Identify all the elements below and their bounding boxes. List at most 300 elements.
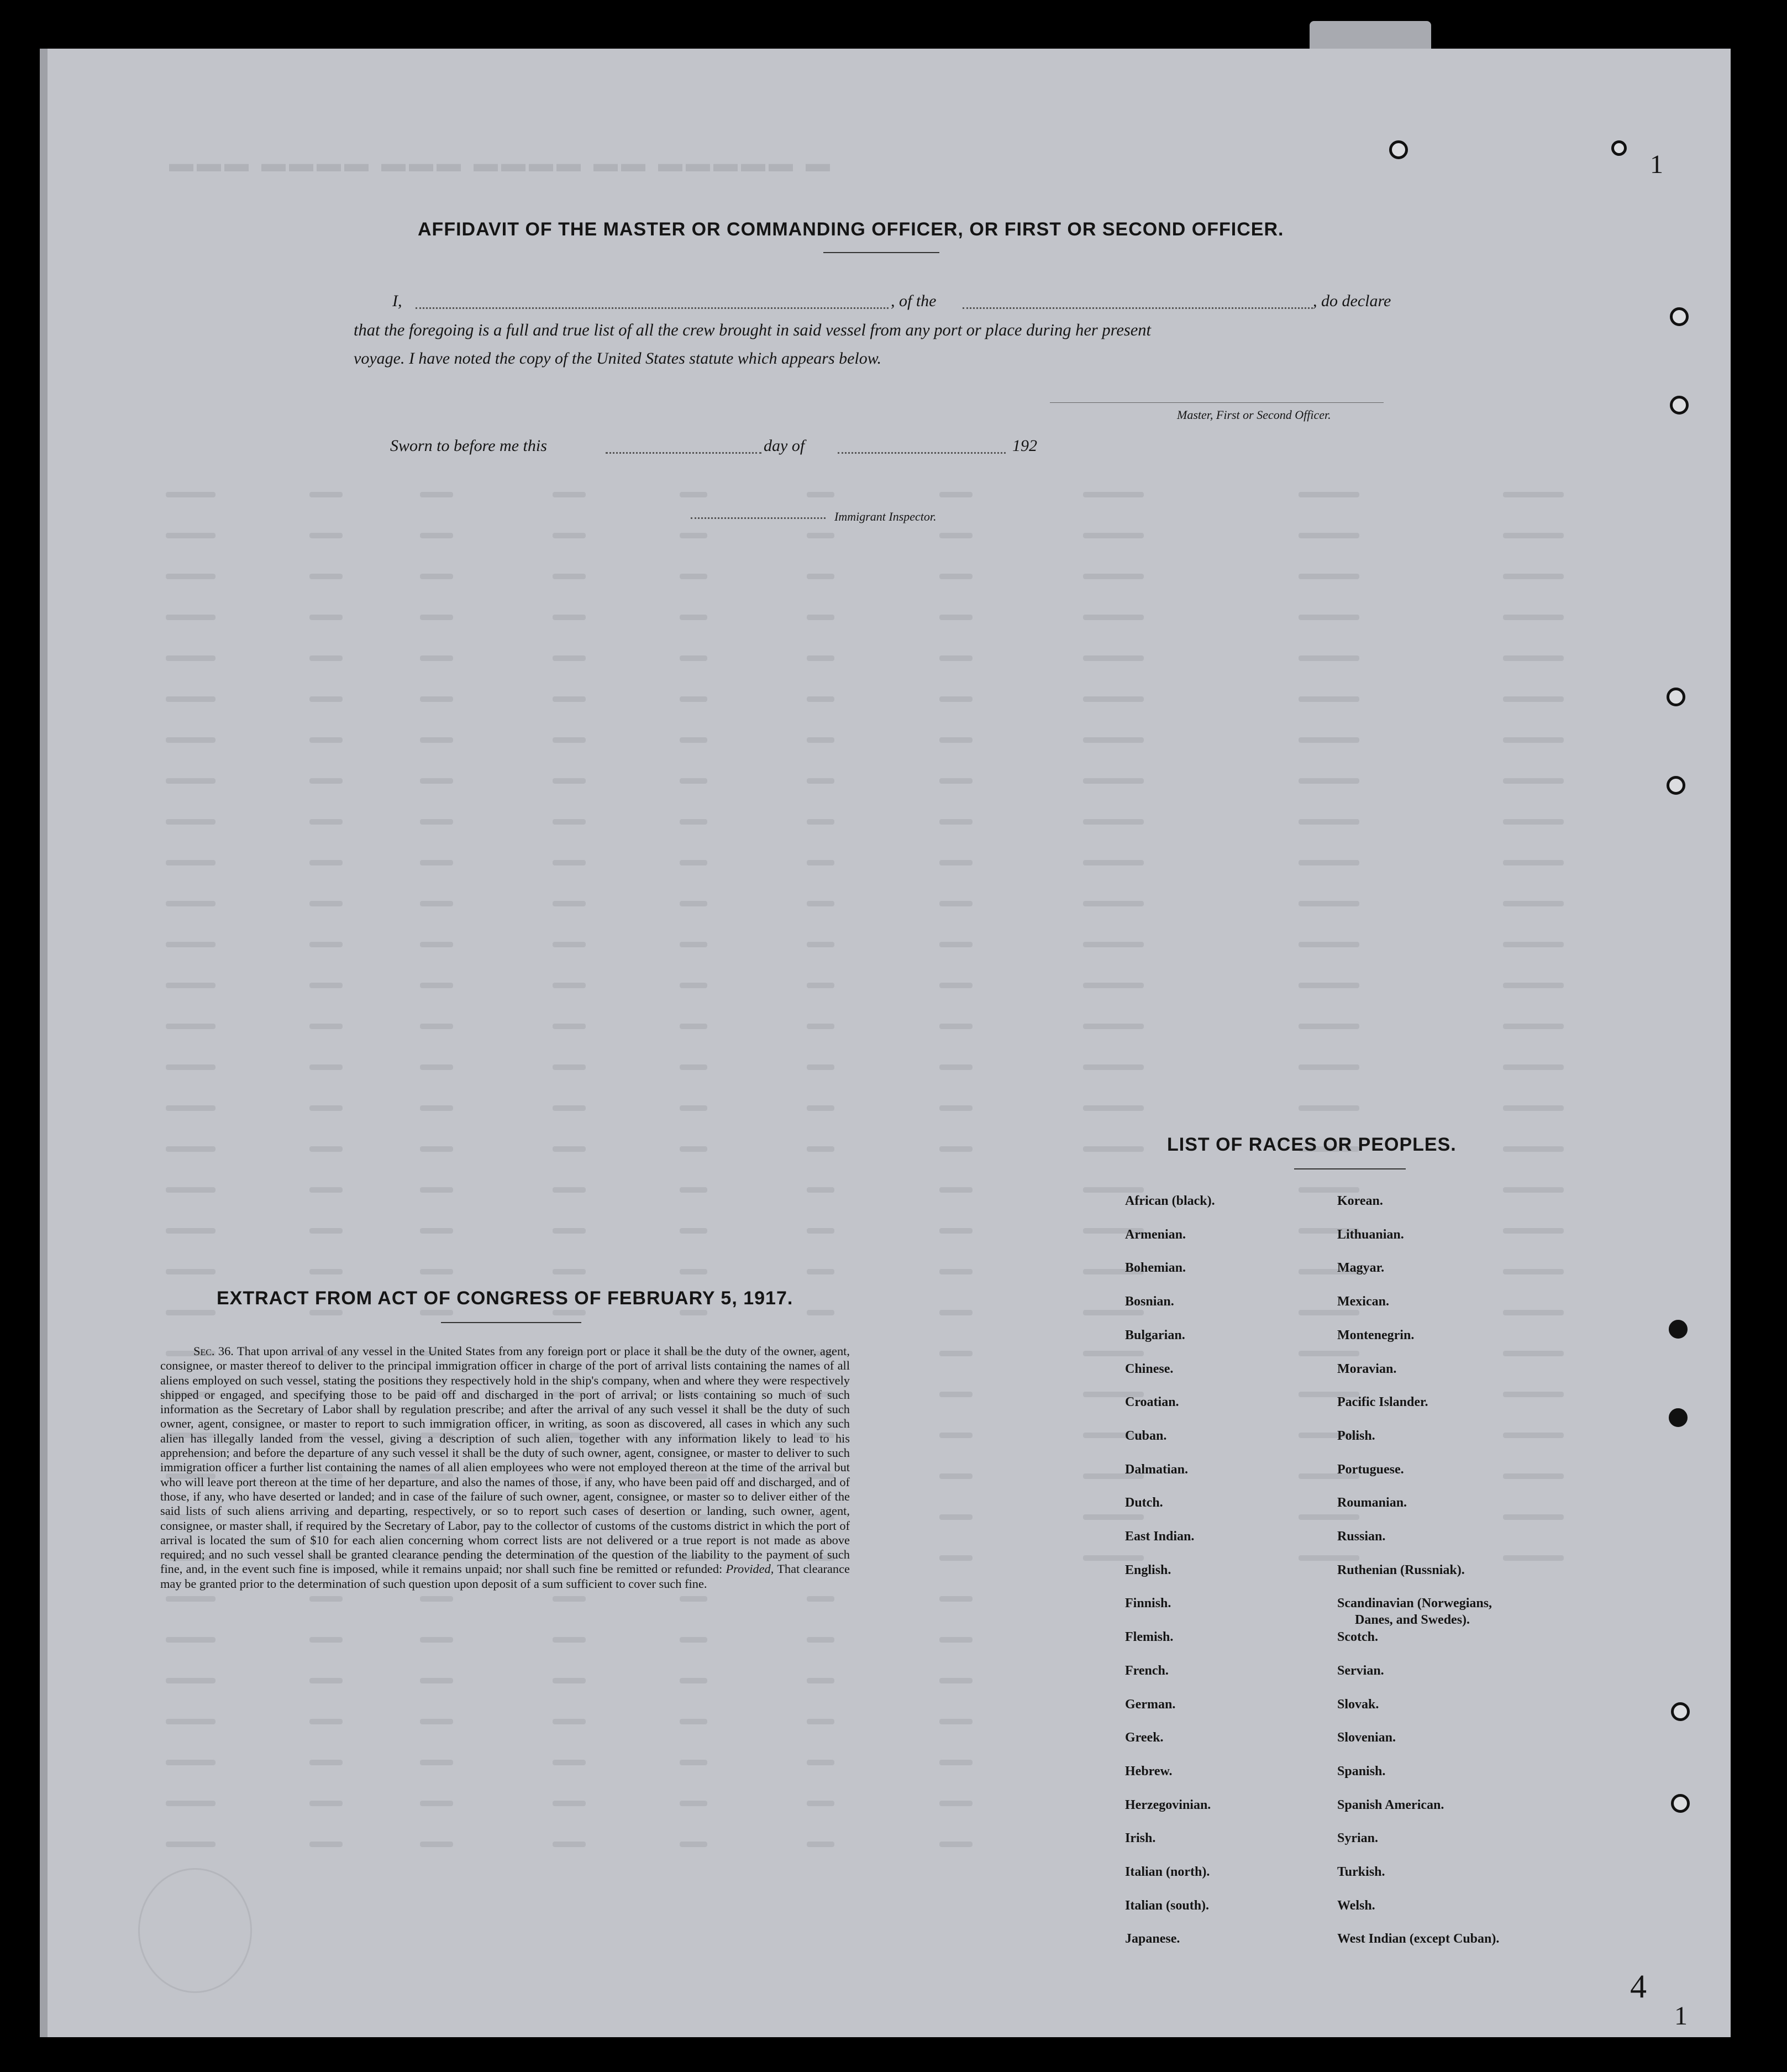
bleed-through-mark — [807, 1064, 834, 1070]
bleed-through-mark — [807, 1760, 834, 1765]
bleed-through-mark — [309, 1678, 343, 1683]
bleed-through-mark — [309, 819, 343, 825]
race-item: West Indian (except Cuban). — [1337, 1932, 1500, 1947]
race-item: Magyar. — [1337, 1261, 1385, 1276]
extract-rule — [441, 1322, 581, 1323]
bleed-through-mark — [553, 1064, 586, 1070]
race-item: Greek. — [1125, 1730, 1164, 1745]
bleed-through-mark — [939, 819, 973, 825]
bleed-through-mark — [1503, 778, 1564, 784]
bleed-through-mark — [1083, 1024, 1144, 1029]
bleed-through-mark — [420, 819, 453, 825]
bleed-through-mark — [166, 533, 216, 538]
bleed-through-mark — [309, 1760, 343, 1765]
bleed-through-mark — [309, 615, 343, 620]
bleed-through-mark — [939, 1146, 973, 1152]
race-item: Dutch. — [1125, 1496, 1163, 1510]
extract-title: EXTRACT FROM ACT OF CONGRESS OF FEBRUARY 5, 1917. — [217, 1288, 793, 1309]
bleed-through-mark — [807, 860, 834, 865]
bleed-through-mark — [553, 1228, 586, 1234]
race-item: Turkish. — [1337, 1865, 1385, 1879]
inspector-signature-line[interactable] — [691, 517, 826, 519]
binder-hole — [1670, 396, 1689, 415]
bleed-through-mark — [553, 655, 586, 661]
inspector-signature-label: Immigrant Inspector. — [834, 510, 937, 523]
bleed-through-mark — [1083, 860, 1144, 865]
bleed-through-mark — [807, 1801, 834, 1806]
bleed-through-mark — [553, 615, 586, 620]
bleed-through-mark — [1299, 533, 1359, 538]
bleed-through-mark — [680, 901, 707, 906]
race-item: Croatian. — [1125, 1395, 1179, 1410]
bleed-through-mark — [420, 696, 453, 702]
bleed-through-mark — [1503, 737, 1564, 743]
bleed-through-mark — [1299, 983, 1359, 988]
bleed-through-mark — [1083, 655, 1144, 661]
bleed-through-mark — [1299, 1351, 1359, 1356]
bleed-through-mark — [680, 1269, 707, 1274]
race-item: Ruthenian (Russniak). — [1337, 1562, 1465, 1577]
race-item: Dalmatian. — [1125, 1462, 1188, 1477]
bleed-through-mark — [807, 655, 834, 661]
bleed-through-mark — [939, 1392, 973, 1397]
bleed-through-mark — [1083, 1310, 1144, 1315]
bleed-through-mark — [939, 492, 973, 497]
bleed-through-mark — [1503, 1228, 1564, 1234]
bleed-through-mark — [680, 696, 707, 702]
race-item: Spanish American. — [1337, 1797, 1444, 1812]
bleed-through-mark — [309, 1842, 343, 1847]
bleed-through-mark — [553, 860, 586, 865]
bleed-through-mark — [1503, 819, 1564, 825]
bleed-through-mark — [1503, 1187, 1564, 1193]
bleed-through-mark — [553, 574, 586, 579]
bleed-through-mark — [1503, 1433, 1564, 1438]
race-item: Polish. — [1337, 1428, 1375, 1443]
bleed-through-mark — [553, 1801, 586, 1806]
bleed-through-mark — [309, 901, 343, 906]
binder-hole — [1389, 140, 1408, 159]
bleed-through-mark — [166, 1678, 216, 1683]
bleed-through-mark — [309, 1269, 343, 1274]
bleed-through-mark — [1299, 615, 1359, 620]
race-item: Italian (north). — [1125, 1865, 1210, 1879]
bleed-through-mark — [420, 942, 453, 947]
bleed-through-mark — [680, 737, 707, 743]
bleed-through-mark — [309, 574, 343, 579]
bleed-through-mark — [939, 1514, 973, 1520]
race-item: Portuguese. — [1337, 1462, 1404, 1477]
bleed-through-mark — [309, 1801, 343, 1806]
bleed-through-mark — [939, 655, 973, 661]
bleed-through-mark — [553, 1637, 586, 1643]
bleed-through-mark — [1083, 492, 1144, 497]
bleed-through-mark — [1503, 533, 1564, 538]
bleed-through-mark — [680, 1760, 707, 1765]
bleed-through-mark — [939, 860, 973, 865]
bleed-through-mark — [166, 1024, 216, 1029]
bleed-through-mark — [1083, 942, 1144, 947]
bleed-through-mark — [939, 983, 973, 988]
bleed-through-mark — [807, 574, 834, 579]
bleed-through-mark — [1503, 1064, 1564, 1070]
bleed-through-mark — [309, 1064, 343, 1070]
bleed-through-mark — [1083, 533, 1144, 538]
race-item: Slovenian. — [1337, 1730, 1396, 1745]
bleed-through-mark — [939, 1555, 973, 1561]
bleed-through-mark — [1299, 1064, 1359, 1070]
bleed-through-mark — [420, 615, 453, 620]
bleed-through-mark — [680, 492, 707, 497]
bleed-through-mark — [1503, 492, 1564, 497]
bleed-through-mark — [680, 1842, 707, 1847]
bleed-through-mark — [680, 574, 707, 579]
bleed-through-mark — [420, 1187, 453, 1193]
bleed-through-mark — [680, 1064, 707, 1070]
bleed-through-mark — [807, 1719, 834, 1724]
sworn-day-blank[interactable] — [606, 452, 761, 454]
bleed-through-mark — [807, 533, 834, 538]
bleed-through-mark — [553, 1719, 586, 1724]
margin-mark: 1 — [1650, 150, 1663, 179]
bleed-through-mark — [420, 778, 453, 784]
race-item: Syrian. — [1337, 1831, 1379, 1846]
race-item: German. — [1125, 1697, 1176, 1712]
bleed-through-mark — [553, 819, 586, 825]
bleed-through-mark — [166, 696, 216, 702]
bleed-through-mark — [807, 901, 834, 906]
section-number: Sec. 36. — [193, 1344, 234, 1358]
race-item: Spanish. — [1337, 1764, 1386, 1779]
bleed-through-mark — [1503, 696, 1564, 702]
bleed-through-mark — [680, 1637, 707, 1643]
bleed-through-heading: ▬ ▬▬▬▬▬ ▬▬ ▬▬▬▬ ▬▬▬ ▬▬▬▬ ▬▬▬ — [166, 150, 830, 177]
race-item: Herzegovinian. — [1125, 1797, 1211, 1812]
bleed-through-mark — [807, 1187, 834, 1193]
bleed-through-mark — [166, 1596, 216, 1602]
race-item: Roumanian. — [1337, 1496, 1407, 1510]
bleed-through-mark — [939, 1719, 973, 1724]
bleed-through-mark — [166, 1719, 216, 1724]
race-item: Welsh. — [1337, 1898, 1375, 1913]
bleed-through-mark — [1503, 1024, 1564, 1029]
bleed-through-mark — [939, 737, 973, 743]
race-item: Russian. — [1337, 1529, 1386, 1544]
bleed-through-mark — [939, 901, 973, 906]
bleed-through-mark — [553, 737, 586, 743]
bleed-through-mark — [166, 983, 216, 988]
bleed-through-mark — [1083, 615, 1144, 620]
bleed-through-mark — [553, 1842, 586, 1847]
bleed-through-mark — [807, 942, 834, 947]
bleed-through-mark — [1299, 778, 1359, 784]
bleed-through-mark — [309, 1596, 343, 1602]
bleed-through-mark — [807, 1596, 834, 1602]
bleed-through-mark — [309, 860, 343, 865]
bleed-through-mark — [166, 1187, 216, 1193]
bleed-through-mark — [309, 778, 343, 784]
race-item: Bohemian. — [1125, 1261, 1186, 1276]
race-item: French. — [1125, 1663, 1169, 1678]
bleed-through-mark — [939, 1228, 973, 1234]
bleed-through-mark — [680, 1024, 707, 1029]
bleed-through-mark — [680, 942, 707, 947]
bleed-through-mark — [420, 492, 453, 497]
page-edge — [40, 49, 48, 2037]
bleed-through-mark — [166, 860, 216, 865]
bleed-through-mark — [420, 655, 453, 661]
bleed-through-mark — [420, 901, 453, 906]
bleed-through-mark — [166, 492, 216, 497]
bleed-through-mark — [553, 983, 586, 988]
bleed-through-mark — [1083, 737, 1144, 743]
bleed-through-mark — [420, 1801, 453, 1806]
bleed-through-mark — [1503, 983, 1564, 988]
bleed-through-mark — [420, 860, 453, 865]
binder-hole — [1670, 307, 1689, 326]
bleed-through-mark — [1083, 983, 1144, 988]
bleed-through-mark — [420, 1269, 453, 1274]
bleed-through-mark — [1503, 574, 1564, 579]
bleed-through-mark — [680, 655, 707, 661]
bleed-through-mark — [939, 1801, 973, 1806]
bleed-through-mark — [166, 901, 216, 906]
bleed-through-mark — [807, 1310, 834, 1315]
bleed-through-mark — [1503, 655, 1564, 661]
bleed-through-mark — [553, 1105, 586, 1111]
bleed-through-mark — [807, 1105, 834, 1111]
bleed-through-mark — [807, 819, 834, 825]
bleed-through-mark — [807, 778, 834, 784]
faded-stamp — [138, 1868, 252, 1993]
race-item: Cuban. — [1125, 1428, 1167, 1443]
affidavit-of-the: , of the — [891, 292, 937, 310]
bleed-through-mark — [166, 1146, 216, 1152]
bleed-through-mark — [1083, 1514, 1144, 1520]
bleed-through-mark — [1083, 696, 1144, 702]
race-item: English. — [1125, 1562, 1171, 1577]
binder-hole — [1669, 1320, 1688, 1339]
bleed-through-mark — [309, 1105, 343, 1111]
bleed-through-mark — [680, 1187, 707, 1193]
bleed-through-mark — [420, 1064, 453, 1070]
bleed-through-mark — [553, 1760, 586, 1765]
race-item: Korean. — [1337, 1194, 1383, 1208]
bleed-through-mark — [1083, 778, 1144, 784]
bleed-through-mark — [1503, 1105, 1564, 1111]
bleed-through-mark — [939, 1269, 973, 1274]
bleed-through-mark — [553, 942, 586, 947]
binder-hole — [1611, 140, 1627, 156]
race-item: Danes, and Swedes). — [1355, 1613, 1470, 1628]
bleed-through-mark — [420, 1105, 453, 1111]
bleed-through-mark — [309, 533, 343, 538]
race-item: Finnish. — [1125, 1596, 1171, 1611]
binder-hole — [1669, 1408, 1688, 1427]
race-item: Lithuanian. — [1337, 1227, 1404, 1242]
bleed-through-mark — [309, 1719, 343, 1724]
bleed-through-mark — [680, 983, 707, 988]
race-item: Bulgarian. — [1125, 1328, 1185, 1342]
bleed-through-mark — [1503, 1310, 1564, 1315]
bleed-through-mark — [1503, 1555, 1564, 1561]
bleed-through-mark — [1299, 1555, 1359, 1561]
bleed-through-mark — [420, 1760, 453, 1765]
bleed-through-mark — [1299, 1105, 1359, 1111]
bleed-through-mark — [420, 1310, 453, 1315]
affidavit-line-2: that the foregoing is a full and true list of all the crew brought in said vessel from any port or place during her present — [354, 321, 1152, 339]
month-blank[interactable] — [838, 452, 1006, 454]
bleed-through-mark — [1503, 1351, 1564, 1356]
binder-hole — [1671, 1794, 1690, 1813]
document-page — [40, 49, 1731, 2037]
bleed-through-mark — [1299, 737, 1359, 743]
race-item: Hebrew. — [1125, 1764, 1173, 1779]
race-item: Bosnian. — [1125, 1294, 1174, 1309]
race-item: Moravian. — [1337, 1361, 1397, 1376]
bleed-through-mark — [680, 533, 707, 538]
bleed-through-mark — [680, 1146, 707, 1152]
bleed-through-mark — [1299, 1024, 1359, 1029]
bleed-through-mark — [553, 1596, 586, 1602]
bleed-through-mark — [807, 1024, 834, 1029]
name-blank[interactable] — [416, 307, 889, 309]
bleed-through-mark — [807, 983, 834, 988]
race-item: Mexican. — [1337, 1294, 1389, 1309]
bleed-through-mark — [1503, 1269, 1564, 1274]
bleed-through-mark — [939, 1637, 973, 1643]
bleed-through-mark — [1083, 1351, 1144, 1356]
bleed-through-mark — [1503, 1392, 1564, 1397]
bleed-through-mark — [166, 819, 216, 825]
bleed-through-mark — [309, 1146, 343, 1152]
bleed-through-mark — [166, 1310, 216, 1315]
bleed-through-mark — [553, 1269, 586, 1274]
bleed-through-mark — [807, 1146, 834, 1152]
bleed-through-mark — [939, 778, 973, 784]
sworn-label: Sworn to before me this — [390, 437, 547, 455]
bleed-through-mark — [166, 1105, 216, 1111]
bleed-through-mark — [420, 1024, 453, 1029]
bleed-through-mark — [939, 1105, 973, 1111]
bleed-through-mark — [166, 1228, 216, 1234]
bleed-through-mark — [939, 1596, 973, 1602]
affidavit-line-3: voyage. I have noted the copy of the United States statute which appears below. — [354, 349, 882, 368]
day-of-label: day of — [764, 437, 805, 455]
bleed-through-mark — [1503, 1146, 1564, 1152]
bleed-through-mark — [553, 1678, 586, 1683]
bleed-through-mark — [1299, 819, 1359, 825]
bleed-through-mark — [1083, 901, 1144, 906]
bleed-through-mark — [1083, 819, 1144, 825]
bleed-through-mark — [939, 1433, 973, 1438]
bleed-through-mark — [939, 1310, 973, 1315]
bleed-through-mark — [807, 492, 834, 497]
bleed-through-mark — [1299, 1514, 1359, 1520]
bleed-through-mark — [807, 1269, 834, 1274]
race-item: Irish. — [1125, 1831, 1156, 1846]
bleed-through-mark — [166, 1842, 216, 1847]
bleed-through-mark — [1083, 1187, 1144, 1193]
bleed-through-mark — [1299, 574, 1359, 579]
bleed-through-mark — [807, 1228, 834, 1234]
bleed-through-mark — [553, 533, 586, 538]
bleed-through-mark — [166, 737, 216, 743]
bleed-through-mark — [1503, 1514, 1564, 1520]
race-item: Flemish. — [1125, 1630, 1174, 1645]
bleed-through-mark — [1083, 1555, 1144, 1561]
bleed-through-mark — [309, 655, 343, 661]
bleed-through-mark — [420, 1842, 453, 1847]
bleed-through-mark — [166, 778, 216, 784]
margin-mark: 4 — [1630, 1968, 1647, 2005]
bleed-through-mark — [939, 533, 973, 538]
race-item: Chinese. — [1125, 1361, 1174, 1376]
vessel-blank[interactable] — [963, 307, 1313, 309]
bleed-through-mark — [1503, 901, 1564, 906]
bleed-through-mark — [807, 1842, 834, 1847]
bleed-through-mark — [939, 942, 973, 947]
bleed-through-mark — [939, 1473, 973, 1479]
bleed-through-mark — [309, 1637, 343, 1643]
bleed-through-mark — [553, 1024, 586, 1029]
bleed-through-mark — [939, 1678, 973, 1683]
bleed-through-mark — [939, 574, 973, 579]
bleed-through-mark — [939, 1187, 973, 1193]
extract-text-b: That clearance may be granted prior to the determination of such question upon deposit of a sum sufficient to cover such fine. — [160, 1562, 850, 1591]
bleed-through-mark — [166, 1269, 216, 1274]
bleed-through-mark — [166, 574, 216, 579]
bleed-through-mark — [420, 983, 453, 988]
bleed-through-mark — [680, 1105, 707, 1111]
bleed-through-mark — [309, 737, 343, 743]
bleed-through-mark — [680, 1801, 707, 1806]
bleed-through-mark — [309, 983, 343, 988]
bleed-through-mark — [166, 1064, 216, 1070]
bleed-through-mark — [680, 1678, 707, 1683]
bleed-through-mark — [1083, 1105, 1144, 1111]
bleed-through-mark — [1299, 696, 1359, 702]
race-item: East Indian. — [1125, 1529, 1195, 1544]
extract-text-a: That upon arrival of any vessel in the United States from any foreign port or place it shall be the duty of the owner, agent, consignee, or master thereof to deliver to the principal immigration officer in charge of the port of arrival lists containing the names of all aliens employed on such vessel, stating the positions they respectively hold in the ship's company, when and where they were respectively shipped or engaged, and specifying those to be paid off and discharged in the port of arrival; or lists containing so much of such information as the Secretary of Labor shall by regulation prescribe; and after the arrival of any such vessel it shall be the duty of such owner, agent, consignee, or master to report to such immigration officer, in writing, as soon as discovered, all cases in which any such alien has illegally landed from the vessel, giving a description of such alien, together with any information likely to lead to his apprehension; and before the departure of any such vessel it shall be the duty of such owner, agent, consignee, or master to deliver to such immigration officer a further list containing the names of all alien employees who were not employed thereon at the time of the arrival but who will leave port thereon at the time of her departure, and also the names of those, if any, who have been paid off and discharged, and of those, if any, who have deserted or landed; and in case of the failure of such owner, agent, consignee, or master so to deliver either of the said lists of such aliens arriving and departing, respectively, or so to report such cases of desertion or landing, such owner, agent, consignee, or master shall, if required by the Secretary of Labor, pay to the collector of customs of the customs district in which the port of arrival is located the sum of $10 for each alien concerning whom correct lists are not delivered or a true report is not made as above required; and no such vessel shall be granted clearance pending the determination of the question of the liability to the payment of such fine, and, in the event such fine is imposed, while it remains unpaid; nor shall such fine be remitted or refunded: — [160, 1344, 850, 1576]
bleed-through-mark — [1299, 655, 1359, 661]
bleed-through-mark — [1503, 615, 1564, 620]
bleed-through-mark — [680, 1719, 707, 1724]
bleed-through-mark — [939, 1760, 973, 1765]
bleed-through-mark — [1299, 942, 1359, 947]
bleed-through-mark — [309, 1228, 343, 1234]
bleed-through-mark — [939, 1064, 973, 1070]
bleed-through-mark — [420, 1146, 453, 1152]
extract-body — [160, 1344, 850, 1591]
bleed-through-mark — [309, 696, 343, 702]
bleed-through-mark — [420, 574, 453, 579]
bleed-through-mark — [1083, 1064, 1144, 1070]
bleed-through-mark — [420, 1678, 453, 1683]
binder-hole — [1671, 1702, 1690, 1721]
bleed-through-mark — [420, 1719, 453, 1724]
bleed-through-mark — [1503, 860, 1564, 865]
bleed-through-mark — [680, 1228, 707, 1234]
bleed-through-mark — [680, 1596, 707, 1602]
bleed-through-mark — [166, 655, 216, 661]
bleed-through-mark — [553, 1187, 586, 1193]
year-label: 192 — [1012, 437, 1037, 455]
bleed-through-mark — [166, 1637, 216, 1643]
master-signature-line[interactable] — [1050, 402, 1384, 403]
race-item: Scotch. — [1337, 1630, 1378, 1645]
bleed-through-mark — [1299, 1187, 1359, 1193]
